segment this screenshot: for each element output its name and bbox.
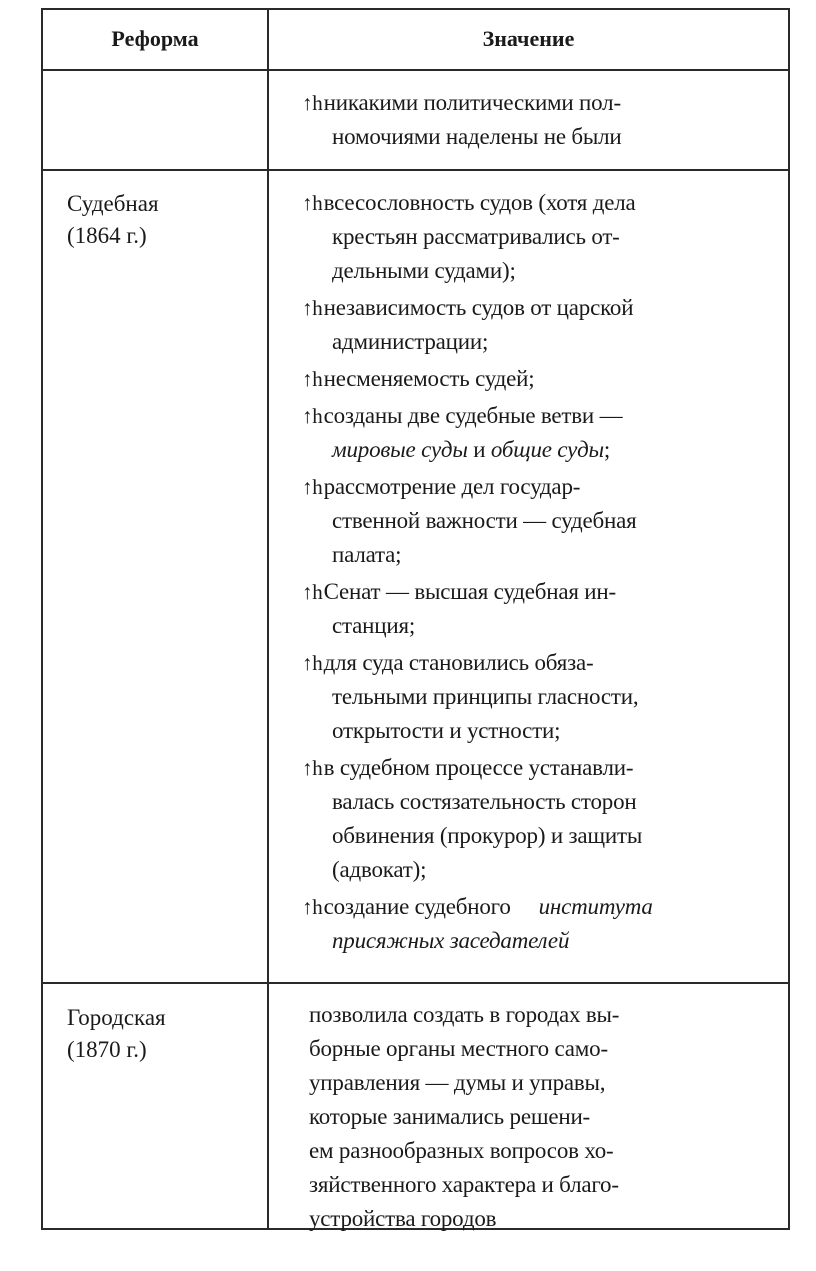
- reform-name-judicial: Судебная (1864 г.): [67, 191, 159, 248]
- row-divider-2: [43, 982, 788, 984]
- bullet-marker: ↑h: [302, 756, 323, 780]
- reform-table: [41, 8, 790, 1230]
- row0-meaning: [302, 86, 782, 157]
- reform-name-city: Городская (1870 г.): [67, 1005, 166, 1062]
- list-item: ↑hСенат — высшая судебная ин- станция;: [302, 575, 782, 643]
- bullet-marker: ↑h: [302, 580, 323, 604]
- bullet-marker: ↑h: [302, 296, 323, 320]
- list-item: ↑hникакими политическими пол- номочиями наделены не были: [302, 86, 782, 154]
- list-item: ↑hрассмотрение дел государ- ственной важности — судебная палата;: [302, 470, 782, 572]
- list-item: ↑hнезависимость судов от царской администрации;: [302, 291, 782, 359]
- bullet-marker: ↑h: [302, 367, 323, 391]
- column-divider: [267, 10, 269, 1228]
- bullet-marker: ↑h: [302, 91, 323, 115]
- list-item: ↑hдля суда становились обяза- тельными принципы гласности, открытости и устности;: [302, 646, 782, 748]
- bullet-marker: ↑h: [302, 475, 323, 499]
- row1-meaning: [302, 186, 782, 961]
- header-divider: [43, 69, 788, 71]
- list-item: ↑hсоздание судебного института присяжных заседателей: [302, 890, 782, 958]
- list-item: ↑hсозданы две судебные ветви — мировые суды и общие суды;: [302, 399, 782, 467]
- bullet-marker: ↑h: [302, 895, 323, 919]
- header-meaning: Значение: [482, 26, 575, 51]
- header-reform: Реформа: [111, 26, 199, 51]
- list-item: ↑hнесменяемость судей;: [302, 362, 782, 396]
- list-item: ↑hвсесословность судов (хотя дела крестьян рассматривались от- дельными судами);: [302, 186, 782, 288]
- row2-meaning: позволила создать в городах вы- борные органы местного само- управления — думы и управы, которые занимались решени- ем разнообразных вопросов хо- зяйственного характера и благо- устройства городов: [309, 1002, 620, 1231]
- bullet-marker: ↑h: [302, 404, 323, 428]
- list-item: ↑hв судебном процессе устанавли- валась состязательность сторон обвинения (прокурор) и защиты (адвокат);: [302, 751, 782, 887]
- bullet-marker: ↑h: [302, 651, 323, 675]
- row-divider-1: [43, 169, 788, 171]
- bullet-marker: ↑h: [302, 191, 323, 215]
